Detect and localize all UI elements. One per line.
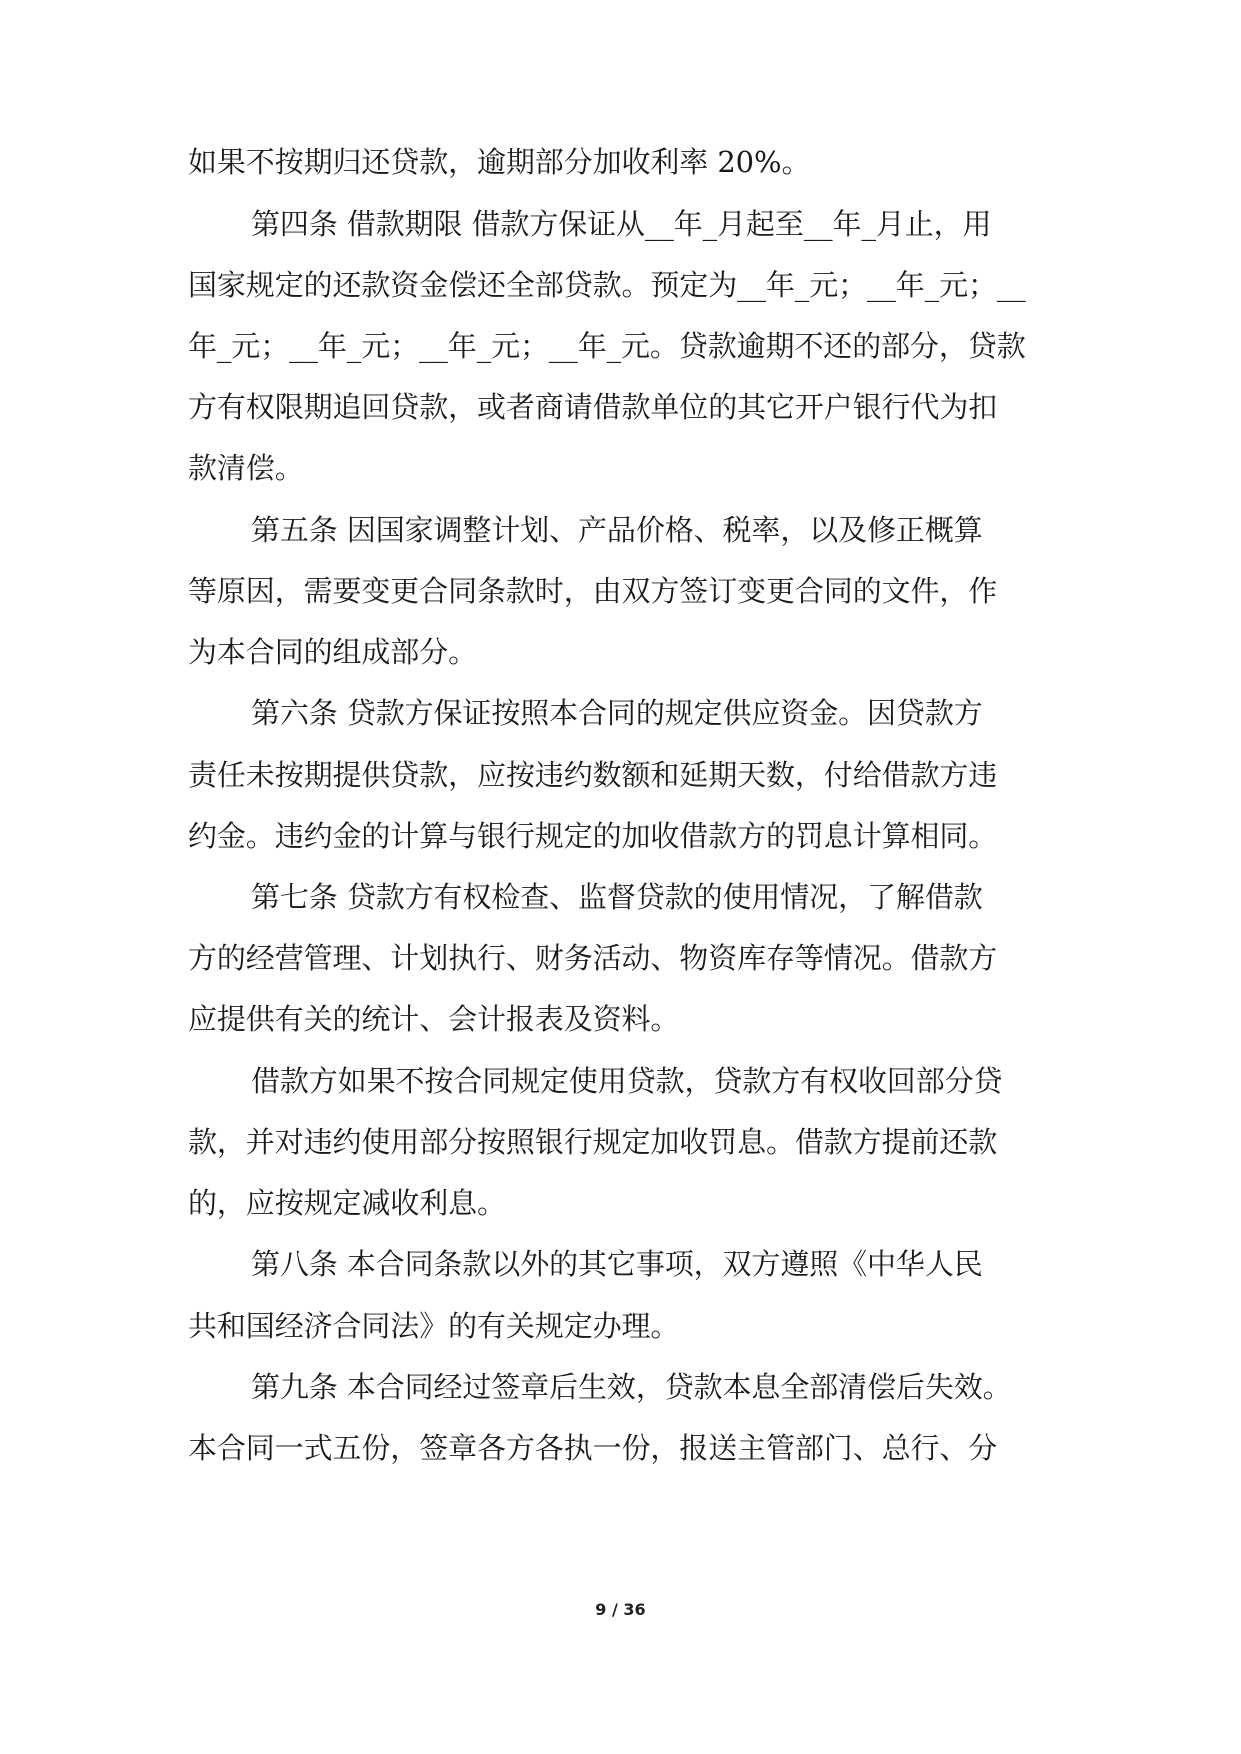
text-line: 的，应按规定减收利息。 [188, 1186, 506, 1220]
text-line: 第四条 借款期限 借款方保证从__年_月起至__年_月止，用 [251, 207, 992, 241]
page-number: 9 / 36 [595, 1600, 646, 1619]
text-line: 年_元；__年_元；__年_元；__年_元。贷款逾期不还的部分，贷款 [188, 329, 1026, 363]
text-line: 第六条 贷款方保证按照本合同的规定供应资金。因贷款方 [251, 696, 983, 730]
text-line: 如果不按期归还贷款，逾期部分加收利率 20%。 [188, 145, 811, 179]
text-line: 方的经营管理、计划执行、财务活动、物资库存等情况。借款方 [188, 941, 998, 975]
text-line: 款清偿。 [188, 451, 304, 485]
text-line: 第七条 贷款方有权检查、监督贷款的使用情况，了解借款 [251, 880, 983, 914]
text-line: 借款方如果不按合同规定使用贷款，贷款方有权收回部分贷 [251, 1064, 1003, 1098]
text-line: 第八条 本合同条款以外的其它事项，双方遵照《中华人民 [251, 1247, 983, 1281]
text-line: 国家规定的还款资金偿还全部贷款。预定为__年_元；__年_元；__ [188, 268, 1026, 302]
text-line: 第九条 本合同经过签章后生效，贷款本息全部清偿后失效。 [251, 1370, 1012, 1404]
text-line: 应提供有关的统计、会计报表及资料。 [188, 1002, 680, 1036]
text-line: 第五条 因国家调整计划、产品价格、税率，以及修正概算 [251, 513, 983, 547]
text-line: 方有权限期追回贷款，或者商请借款单位的其它开户银行代为扣 [188, 390, 998, 424]
text-line: 等原因，需要变更合同条款时，由双方签订变更合同的文件，作 [188, 574, 998, 608]
text-line: 款，并对违约使用部分按照银行规定加收罚息。借款方提前还款 [188, 1125, 998, 1159]
text-line: 为本合同的组成部分。 [188, 635, 478, 669]
text-line: 责任未按期提供贷款，应按违约数额和延期天数，付给借款方违 [188, 758, 998, 792]
text-line: 约金。违约金的计算与银行规定的加收借款方的罚息计算相同。 [188, 819, 998, 853]
text-line: 本合同一式五份，签章各方各执一份，报送主管部门、总行、分 [188, 1431, 998, 1465]
text-line: 共和国经济合同法》的有关规定办理。 [188, 1309, 680, 1343]
